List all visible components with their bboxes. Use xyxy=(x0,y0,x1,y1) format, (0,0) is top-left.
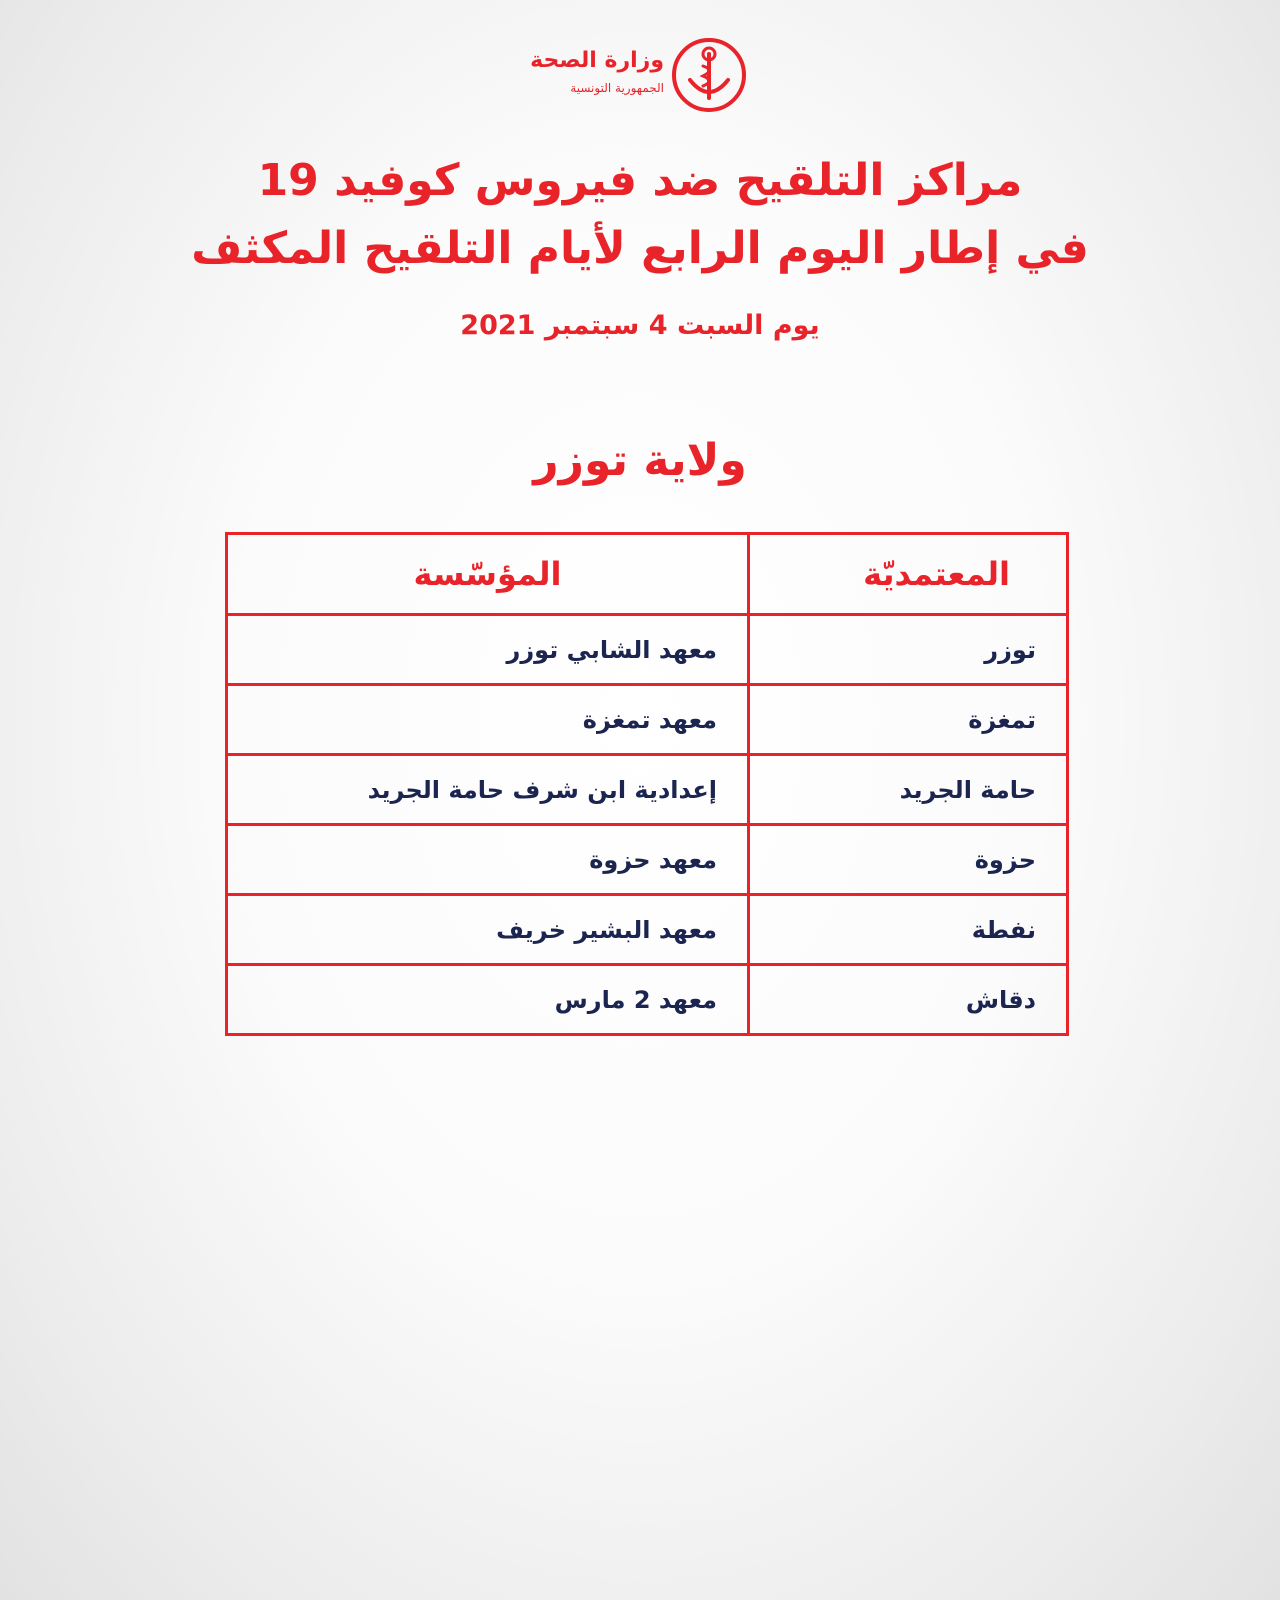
delegation-cell: حامة الجريد xyxy=(749,755,1068,825)
vaccination-centers-table xyxy=(225,532,1069,1036)
page-title-line-1: مراكز التلقيح ضد فيروس كوفيد 19 xyxy=(257,155,1023,206)
institution-cell: معهد تمغزة xyxy=(227,685,749,755)
institution-cell: معهد حزوة xyxy=(227,825,749,895)
institution-cell: معهد الشابي توزر xyxy=(227,615,749,685)
page-title-line-2: في إطار اليوم الرابع لأيام التلقيح المكثف xyxy=(191,223,1089,274)
table-row xyxy=(227,965,1068,1035)
table-row xyxy=(227,615,1068,685)
logo-title: وزارة الصحة xyxy=(530,48,664,73)
table-row xyxy=(227,755,1068,825)
delegation-cell: تمغزة xyxy=(749,685,1068,755)
delegation-cell: توزر xyxy=(749,615,1068,685)
delegation-cell: دقاش xyxy=(749,965,1068,1035)
column-header-institution: المؤسّسة xyxy=(227,534,749,615)
delegation-cell: نفطة xyxy=(749,895,1068,965)
delegation-cell: حزوة xyxy=(749,825,1068,895)
ministry-logo xyxy=(530,36,750,116)
institution-cell: معهد البشير خريف xyxy=(227,895,749,965)
region-heading: ولاية توزر xyxy=(533,435,747,486)
institution-cell: معهد 2 مارس xyxy=(227,965,749,1035)
table-row xyxy=(227,685,1068,755)
table-row xyxy=(227,825,1068,895)
date-line: يوم السبت 4 سبتمبر 2021 xyxy=(460,310,820,341)
logo-subtitle: الجمهورية التونسية xyxy=(570,81,664,95)
table-header-row xyxy=(227,534,1068,615)
table-row xyxy=(227,895,1068,965)
institution-cell: إعدادية ابن شرف حامة الجريد xyxy=(227,755,749,825)
ministry-emblem-icon xyxy=(670,36,748,114)
column-header-delegation: المعتمديّة xyxy=(749,534,1068,615)
